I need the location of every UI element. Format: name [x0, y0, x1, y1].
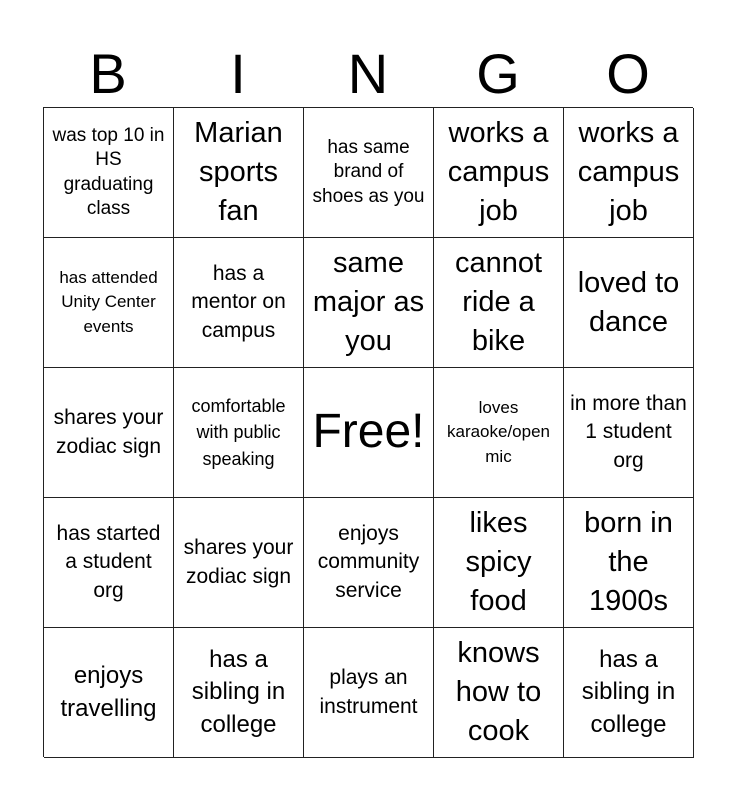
bingo-cell[interactable]: has a sibling in college [174, 628, 304, 758]
bingo-cell[interactable]: same major as you [304, 238, 434, 368]
bingo-cell[interactable]: has attended Unity Center events [44, 238, 174, 368]
header-letter-g: G [476, 42, 520, 105]
header-letter-n: N [347, 42, 389, 105]
bingo-cell[interactable]: Marian sports fan [174, 108, 304, 238]
bingo-board [43, 107, 693, 757]
bingo-cell[interactable]: born in the 1900s [564, 498, 694, 628]
bingo-cell[interactable]: in more than 1 student org [564, 368, 694, 498]
bingo-cell[interactable]: works a campus job [564, 108, 694, 238]
bingo-cell[interactable]: loves karaoke/open mic [434, 368, 564, 498]
bingo-cell[interactable]: knows how to cook [434, 628, 564, 758]
bingo-cell[interactable]: has a mentor on campus [174, 238, 304, 368]
bingo-cell[interactable]: has same brand of shoes as you [304, 108, 434, 238]
bingo-cell[interactable]: enjoys travelling [44, 628, 174, 758]
bingo-cell[interactable]: comfortable with public speaking [174, 368, 304, 498]
bingo-cell[interactable]: loved to dance [564, 238, 694, 368]
bingo-cell[interactable]: was top 10 in HS graduating class [44, 108, 174, 238]
header-letter-b: B [89, 42, 127, 105]
header-letter-o: O [606, 42, 650, 105]
header-letter-i: I [230, 42, 246, 105]
bingo-cell[interactable]: cannot ride a bike [434, 238, 564, 368]
bingo-cell[interactable]: works a campus job [434, 108, 564, 238]
bingo-cell[interactable]: shares your zodiac sign [174, 498, 304, 628]
bingo-cell[interactable]: plays an instrument [304, 628, 434, 758]
bingo-cell[interactable]: has started a student org [44, 498, 174, 628]
bingo-cell[interactable]: likes spicy food [434, 498, 564, 628]
bingo-cell[interactable]: has a sibling in college [564, 628, 694, 758]
bingo-header [43, 40, 693, 108]
bingo-cell[interactable]: shares your zodiac sign [44, 368, 174, 498]
bingo-cell[interactable]: enjoys community service [304, 498, 434, 628]
free-space[interactable]: Free! [304, 368, 434, 498]
